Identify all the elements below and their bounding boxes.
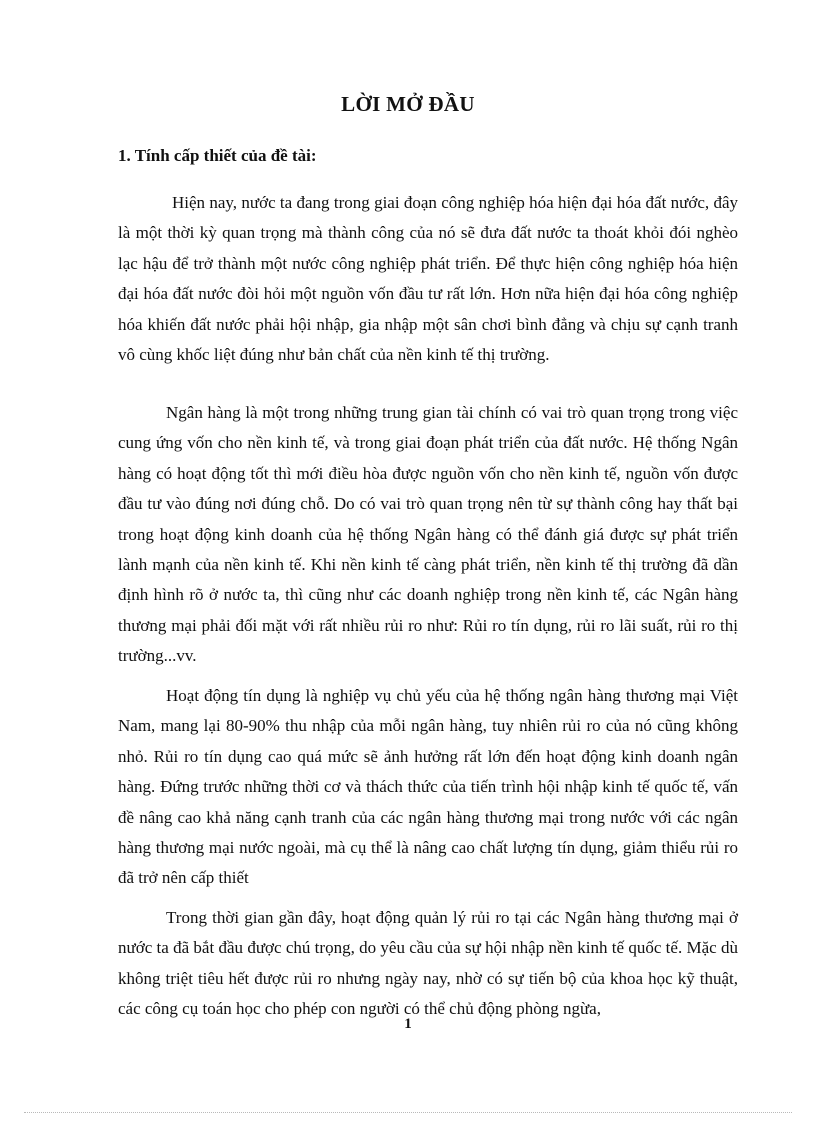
- page-number: 1: [404, 1016, 412, 1032]
- paragraph-2: Ngân hàng là một trong những trung gian tài chính có vai trò quan trọng trong việc cung ứng vốn cho nền kinh tế, và trong giai đoạn phát triển của đất nước. Hệ thống Ngân hàng có hoạt động tốt thì mới điều hòa được nguồn vốn cho nền kinh tế, nguồn vốn được đầu tư vào đúng nơi đúng chỗ. Do có vai trò quan trọng nên từ sự thành công hay thất bại trong hoạt động kinh doanh của hệ thống Ngân hàng có thể đánh giá được sự phát triển lành mạnh của nền kinh tế. Khi nền kinh tế càng phát triển, nền kinh tế thị trường đã dần định hình rõ ở nước ta, thì cũng như các doanh nghiệp trong nền kinh tế, các Ngân hàng thương mại phải đối mặt với rất nhiều rủi ro như: Rủi ro tín dụng, rủi ro lãi suất, rủi ro thị trường...vv.: [118, 403, 738, 666]
- paragraph-4: Trong thời gian gần đây, hoạt động quản lý rủi ro tại các Ngân hàng thương mại ở nước ta đã bắt đầu được chú trọng, do yêu cầu của sự hội nhập nền kinh tế quốc tế. Mặc dù không triệt tiêu hết được rủi ro nhưng ngày nay, nhờ có sự tiến bộ của khoa học kỹ thuật, các công cụ toán học cho phép con người có thể chủ động phòng ngừa,: [118, 908, 738, 1019]
- page-bottom-divider: [24, 1112, 792, 1113]
- document-title: LỜI MỞ ĐẦU: [341, 92, 475, 116]
- section-heading: 1. Tính cấp thiết của đề tài:: [118, 146, 317, 165]
- paragraph-3: Hoạt động tín dụng là nghiệp vụ chủ yếu của hệ thống ngân hàng thương mại Việt Nam, mang lại 80-90% thu nhập của mỗi ngân hàng, tuy nhiên rủi ro của nó cũng không nhỏ. Rủi ro tín dụng cao quá mức sẽ ảnh hưởng rất lớn đến hoạt động kinh doanh ngân hàng. Đứng trước những thời cơ và thách thức của tiến trình hội nhập kinh tế quốc tế, vấn đề nâng cao khả năng cạnh tranh của các ngân hàng thương mại trong nước với các ngân hàng thương mại nước ngoài, mà cụ thể là nâng cao chất lượng tín dụng, giảm thiểu rủi ro đã trở nên cấp thiết: [118, 686, 738, 888]
- paragraph-1: Hiện nay, nước ta đang trong giai đoạn công nghiệp hóa hiện đại hóa đất nước, đây là một thời kỳ quan trọng mà thành công của nó sẽ đưa đất nước ta thoát khỏi đói nghèo lạc hậu để trở thành một nước công nghiệp phát triển. Để thực hiện công nghiệp hóa hiện đại hóa đất nước đòi hỏi một nguồn vốn đầu tư rất lớn. Hơn nữa hiện đại hóa công nghiệp hóa khiến đất nước phải hội nhập, gia nhập một sân chơi bình đẳng và chịu sự cạnh tranh vô cùng khốc liệt đúng như bản chất của nền kinh tế thị trường.: [118, 193, 738, 365]
